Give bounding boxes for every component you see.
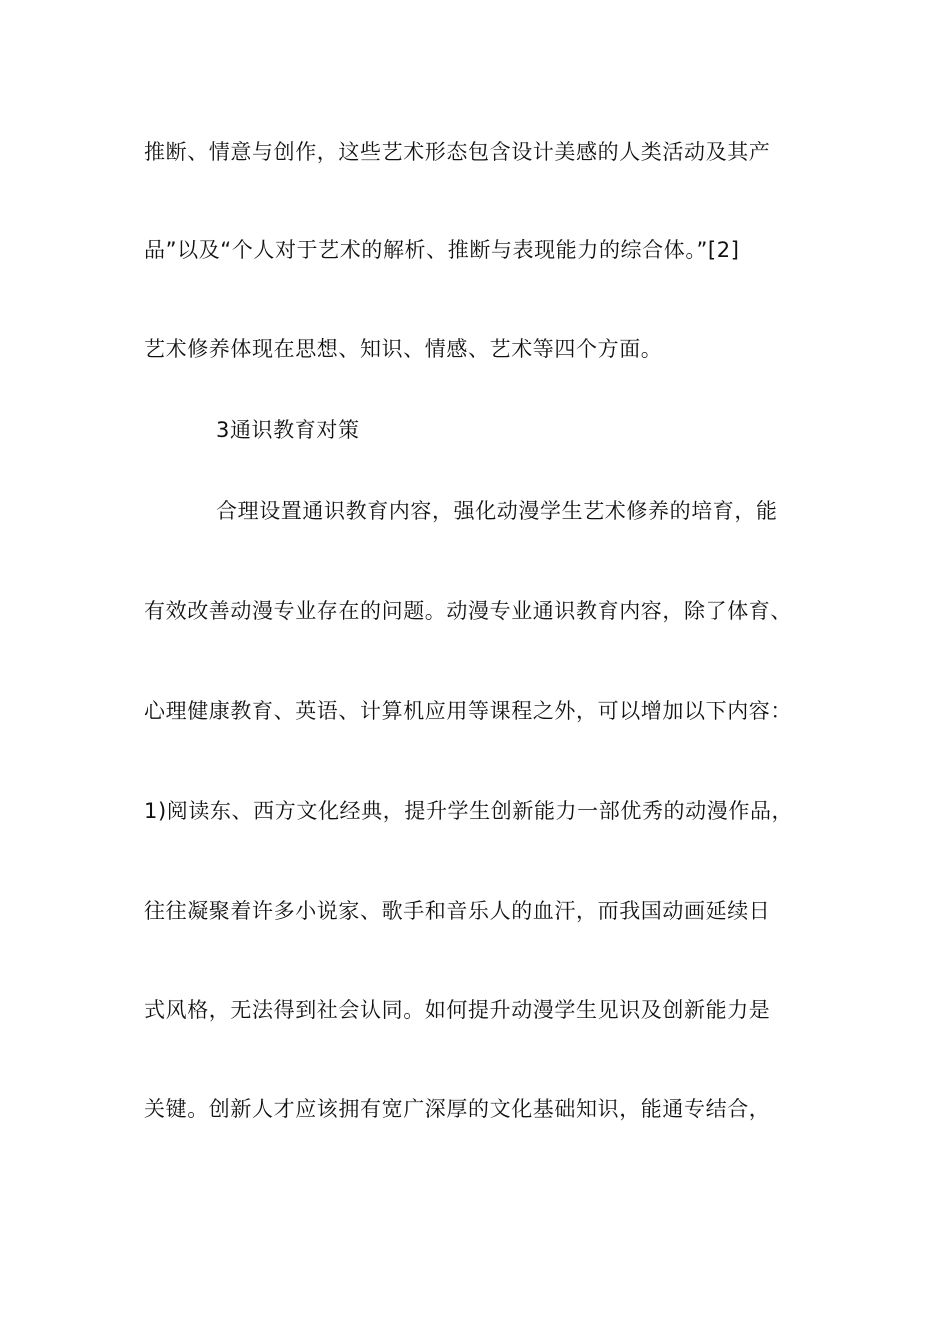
paragraph-line-5: 合理设置通识教育内容，强化动漫学生艺术修养的培育，能 (216, 499, 778, 523)
paragraph-line-9: 往往凝聚着许多小说家、歌手和音乐人的血汗，而我国动画延续日 (144, 899, 771, 923)
paragraph-line-7: 心理健康教育、英语、计算机应用等课程之外，可以增加以下内容： (144, 699, 792, 723)
paragraph-line-2: 品”以及“个人对于艺术的解析、推断与表现能力的综合体。”[2] (144, 238, 740, 262)
paragraph-line-6: 有效改善动漫专业存在的问题。动漫专业通识教育内容，除了体育、 (144, 599, 792, 623)
paragraph-line-3: 艺术修养体现在思想、知识、情感、艺术等四个方面。 (144, 337, 663, 361)
list-item-1-line-1: 1)阅读东、西方文化经典，提升学生创新能力一部优秀的动漫作品， (144, 799, 794, 823)
paragraph-line-11: 关键。创新人才应该拥有宽广深厚的文化基础知识，能通专结合， (144, 1097, 771, 1121)
paragraph-line-10: 式风格，无法得到社会认同。如何提升动漫学生见识及创新能力是 (144, 998, 771, 1022)
section-heading: 3通识教育对策 (216, 418, 360, 442)
paragraph-line-1: 推断、情意与创作，这些艺术形态包含设计美感的人类活动及其产 (144, 140, 771, 164)
